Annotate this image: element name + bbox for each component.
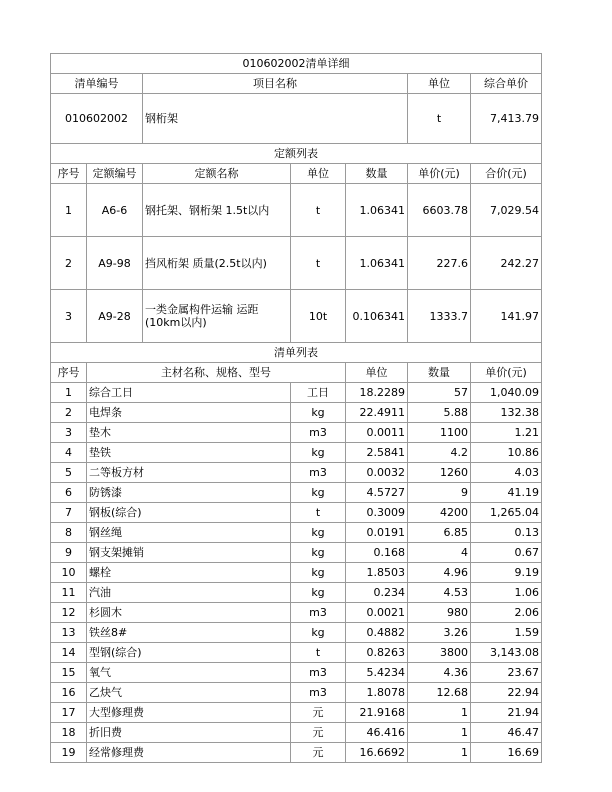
quota-row [51, 237, 542, 290]
material-qty: 0.3009 [346, 503, 408, 523]
material-price: 1 [408, 723, 471, 743]
material-no: 4 [51, 443, 87, 463]
material-name: 汽油 [87, 583, 291, 603]
material-no: 19 [51, 743, 87, 763]
material-row [51, 603, 542, 623]
unit-header: 单位 [408, 74, 471, 94]
table-title: 010602002清单详细 [51, 54, 542, 74]
material-total: 2.06 [471, 603, 542, 623]
quota-name: 一类金属构件运输 运距(10km以内) [143, 290, 291, 343]
material-price: 4.2 [408, 443, 471, 463]
material-price: 1 [408, 743, 471, 763]
material-name: 二等板方材 [87, 463, 291, 483]
material-unit: kg [291, 563, 346, 583]
quota-total: 7,029.54 [471, 184, 542, 237]
material-row [51, 423, 542, 443]
material-total: 132.38 [471, 403, 542, 423]
material-no: 2 [51, 403, 87, 423]
material-row [51, 463, 542, 483]
quota-col-header: 单价(元) [408, 164, 471, 184]
materials-col-header: 数量 [408, 363, 471, 383]
material-no: 6 [51, 483, 87, 503]
material-price: 4.53 [408, 583, 471, 603]
material-price: 4 [408, 543, 471, 563]
material-unit: m3 [291, 683, 346, 703]
material-row [51, 663, 542, 683]
material-no: 5 [51, 463, 87, 483]
material-qty: 22.4911 [346, 403, 408, 423]
material-no: 17 [51, 703, 87, 723]
material-row [51, 543, 542, 563]
material-unit: t [291, 643, 346, 663]
material-name: 综合工日 [87, 383, 291, 403]
material-price: 1260 [408, 463, 471, 483]
material-price: 3800 [408, 643, 471, 663]
code-header: 清单编号 [51, 74, 143, 94]
quota-col-header: 数量 [346, 164, 408, 184]
material-qty: 0.0021 [346, 603, 408, 623]
material-row [51, 443, 542, 463]
material-unit: 元 [291, 743, 346, 763]
material-qty: 0.234 [346, 583, 408, 603]
material-unit: kg [291, 583, 346, 603]
material-total: 1.06 [471, 583, 542, 603]
material-name: 防锈漆 [87, 483, 291, 503]
material-no: 9 [51, 543, 87, 563]
material-name: 垫铁 [87, 443, 291, 463]
material-total: 0.67 [471, 543, 542, 563]
material-name: 杉圆木 [87, 603, 291, 623]
material-unit: kg [291, 443, 346, 463]
material-price: 1100 [408, 423, 471, 443]
quota-qty: 1.06341 [346, 237, 408, 290]
material-total: 1.21 [471, 423, 542, 443]
quota-name: 钢托架、钢桁架 1.5t以内 [143, 184, 291, 237]
material-no: 14 [51, 643, 87, 663]
material-no: 3 [51, 423, 87, 443]
material-price: 980 [408, 603, 471, 623]
material-total: 41.19 [471, 483, 542, 503]
material-no: 13 [51, 623, 87, 643]
material-total: 1,040.09 [471, 383, 542, 403]
material-unit: m3 [291, 423, 346, 443]
material-qty: 4.5727 [346, 483, 408, 503]
material-unit: kg [291, 483, 346, 503]
material-row [51, 523, 542, 543]
material-total: 3,143.08 [471, 643, 542, 663]
material-unit: m3 [291, 663, 346, 683]
quota-price: 1333.7 [408, 290, 471, 343]
quota-name: 挡风桁架 质量(2.5t以内) [143, 237, 291, 290]
material-qty: 16.6692 [346, 743, 408, 763]
bill-detail-table [50, 53, 542, 763]
material-total: 0.13 [471, 523, 542, 543]
material-row [51, 483, 542, 503]
material-name: 型钢(综合) [87, 643, 291, 663]
material-no: 10 [51, 563, 87, 583]
material-unit: kg [291, 543, 346, 563]
material-price: 4.36 [408, 663, 471, 683]
materials-col-header: 单位 [346, 363, 408, 383]
quota-unit: t [291, 237, 346, 290]
material-total: 21.94 [471, 703, 542, 723]
material-name: 经常修理费 [87, 743, 291, 763]
material-qty: 0.0011 [346, 423, 408, 443]
material-price: 3.26 [408, 623, 471, 643]
material-name: 氧气 [87, 663, 291, 683]
material-name: 大型修理费 [87, 703, 291, 723]
quota-code: A9-28 [87, 290, 143, 343]
material-total: 1,265.04 [471, 503, 542, 523]
quota-code: A9-98 [87, 237, 143, 290]
material-unit: kg [291, 623, 346, 643]
quota-col-header: 序号 [51, 164, 87, 184]
material-row [51, 623, 542, 643]
name-header: 项目名称 [143, 74, 408, 94]
material-price: 12.68 [408, 683, 471, 703]
material-no: 8 [51, 523, 87, 543]
material-price: 6.85 [408, 523, 471, 543]
quota-qty: 1.06341 [346, 184, 408, 237]
material-qty: 21.9168 [346, 703, 408, 723]
material-row [51, 503, 542, 523]
price-header: 综合单价 [471, 74, 542, 94]
material-total: 9.19 [471, 563, 542, 583]
material-name: 乙炔气 [87, 683, 291, 703]
quota-header-row [51, 164, 542, 184]
materials-col-header: 单价(元) [471, 363, 542, 383]
material-unit: t [291, 503, 346, 523]
quota-unit: 10t [291, 290, 346, 343]
quota-unit: t [291, 184, 346, 237]
material-row [51, 583, 542, 603]
material-price: 9 [408, 483, 471, 503]
material-price: 1 [408, 703, 471, 723]
material-qty: 0.168 [346, 543, 408, 563]
material-unit: kg [291, 403, 346, 423]
material-row [51, 563, 542, 583]
item-name: 钢桁架 [143, 94, 408, 144]
material-total: 10.86 [471, 443, 542, 463]
quota-no: 3 [51, 290, 87, 343]
quota-qty: 0.106341 [346, 290, 408, 343]
material-no: 12 [51, 603, 87, 623]
material-price: 5.88 [408, 403, 471, 423]
quota-col-header: 定额编号 [87, 164, 143, 184]
material-row [51, 703, 542, 723]
material-unit: kg [291, 523, 346, 543]
material-qty: 0.0032 [346, 463, 408, 483]
quota-col-header: 定额名称 [143, 164, 291, 184]
material-price: 4200 [408, 503, 471, 523]
materials-col-header: 序号 [51, 363, 87, 383]
material-name: 铁丝8# [87, 623, 291, 643]
material-total: 23.67 [471, 663, 542, 683]
material-qty: 0.0191 [346, 523, 408, 543]
quota-no: 1 [51, 184, 87, 237]
quota-row [51, 290, 542, 343]
quota-price: 227.6 [408, 237, 471, 290]
material-row [51, 743, 542, 763]
material-qty: 18.2289 [346, 383, 408, 403]
item-price: 7,413.79 [471, 94, 542, 144]
materials-section-title: 清单列表 [51, 343, 542, 363]
material-row [51, 723, 542, 743]
material-qty: 0.8263 [346, 643, 408, 663]
materials-header-row [51, 363, 542, 383]
material-total: 1.59 [471, 623, 542, 643]
material-no: 18 [51, 723, 87, 743]
material-qty: 5.4234 [346, 663, 408, 683]
material-unit: m3 [291, 463, 346, 483]
quota-total: 242.27 [471, 237, 542, 290]
material-total: 46.47 [471, 723, 542, 743]
material-qty: 46.416 [346, 723, 408, 743]
quota-code: A6-6 [87, 184, 143, 237]
material-name: 螺栓 [87, 563, 291, 583]
material-total: 22.94 [471, 683, 542, 703]
item-unit: t [408, 94, 471, 144]
quota-col-header: 合价(元) [471, 164, 542, 184]
material-name: 电焊条 [87, 403, 291, 423]
material-row [51, 683, 542, 703]
item-code: 010602002 [51, 94, 143, 144]
material-unit: 元 [291, 723, 346, 743]
material-qty: 2.5841 [346, 443, 408, 463]
material-no: 15 [51, 663, 87, 683]
material-row [51, 643, 542, 663]
material-name: 垫木 [87, 423, 291, 443]
material-unit: 工日 [291, 383, 346, 403]
material-no: 11 [51, 583, 87, 603]
material-no: 7 [51, 503, 87, 523]
material-name: 折旧费 [87, 723, 291, 743]
material-name: 钢支架摊销 [87, 543, 291, 563]
material-total: 16.69 [471, 743, 542, 763]
material-unit: 元 [291, 703, 346, 723]
material-name: 钢丝绳 [87, 523, 291, 543]
material-no: 16 [51, 683, 87, 703]
quota-section-title: 定额列表 [51, 144, 542, 164]
material-price: 4.96 [408, 563, 471, 583]
material-total: 4.03 [471, 463, 542, 483]
materials-col-header: 主材名称、规格、型号 [87, 363, 346, 383]
material-row [51, 383, 542, 403]
quota-price: 6603.78 [408, 184, 471, 237]
material-qty: 1.8078 [346, 683, 408, 703]
quota-total: 141.97 [471, 290, 542, 343]
material-unit: m3 [291, 603, 346, 623]
quota-row [51, 184, 542, 237]
material-qty: 1.8503 [346, 563, 408, 583]
material-name: 钢板(综合) [87, 503, 291, 523]
quota-no: 2 [51, 237, 87, 290]
material-no: 1 [51, 383, 87, 403]
material-price: 57 [408, 383, 471, 403]
material-qty: 0.4882 [346, 623, 408, 643]
quota-col-header: 单位 [291, 164, 346, 184]
material-row [51, 403, 542, 423]
